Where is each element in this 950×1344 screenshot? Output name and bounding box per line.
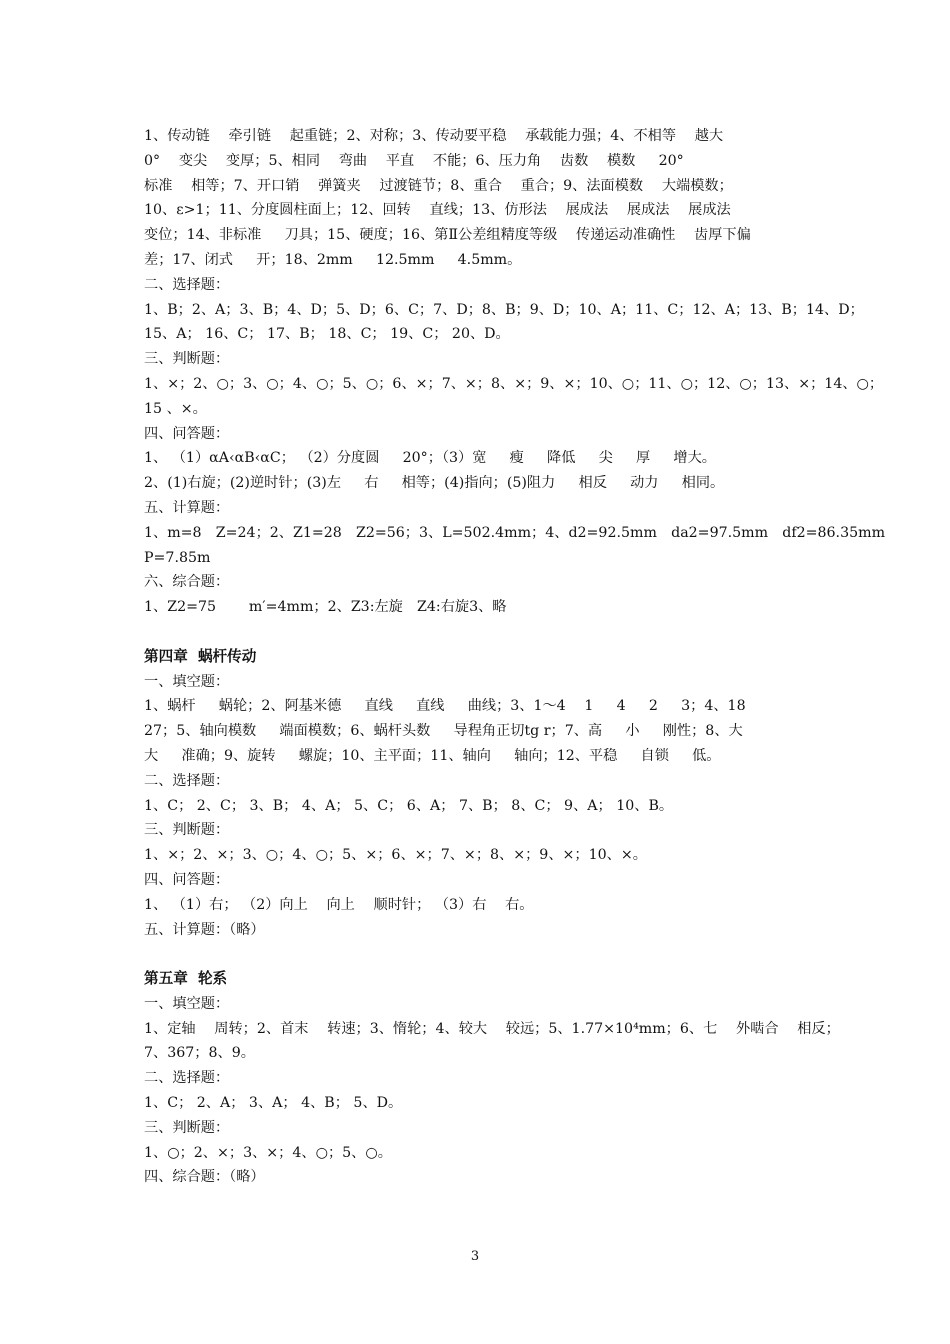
fill-answers-line: 标准 相等；7、开口销 弹簧夹 过渡链节；8、重合 重合；9、法面模数 大端模数；: [144, 177, 733, 194]
judge-answers-line: 15 、×。: [144, 400, 207, 417]
qa-answers-line: 1、 （1）αA‹αB‹αC； （2）分度圆 20°；（3）宽 瘦 降低 尖 厚 增大。: [144, 450, 716, 467]
fill-answers-line: 变位；14、非标准 刀具；15、硬度；16、第Ⅱ公差组精度等级 传递运动准确性 齿厚下偏: [144, 227, 751, 244]
fill-answers-line: 7、367；8、9。: [144, 1045, 255, 1062]
section-title-qa: 四、问答题：: [144, 871, 230, 888]
chapter-spacer: [144, 620, 814, 645]
choice-answers-line: 1、C； 2、C； 3、B； 4、A； 5、C； 6、A； 7、B； 8、C； 9、A； 10、B。: [144, 797, 674, 814]
choice-answers-line: 15、A； 16、C； 17、B； 18、C； 19、C； 20、D。: [144, 326, 510, 343]
section-title-calc: 五、计算题：（略）: [144, 921, 265, 938]
section-title-choice: 二、选择题：: [144, 1070, 230, 1087]
chapter-4-title: 第四章 蜗杆传动: [144, 647, 257, 665]
fill-answers-line: 差；17、闭式 开；18、2mm 12.5mm 4.5mm。: [144, 251, 522, 268]
qa-answers-line: 2、(1)右旋；(2)逆时针；(3)左 右 相等；(4)指向；(5)阻力 相反 动力 相同。: [144, 475, 725, 492]
chapter-spacer: [144, 942, 814, 967]
judge-answers-line: 1、○；2、×；3、×；4、○；5、○。: [144, 1144, 392, 1161]
section-title-choice: 二、选择题：: [144, 772, 230, 789]
judge-answers-line: 1、×；2、×；3、○；4、○；5、×；6、×；7、×；8、×；9、×；10、×。: [144, 847, 647, 864]
calc-answers-line: 1、m=8 Z=24；2、Z1=28 Z2=56；3、L=502.4mm；4、d2=92.5mm da2=97.5mm df2=86.35mm: [144, 524, 886, 541]
chapter-5-title: 第五章 轮系: [144, 970, 228, 988]
fill-answers-line: 1、定轴 周转；2、首末 转速；3、惰轮；4、较大 较远；5、1.77×10⁴mm；6、七 外啮合 相反；: [144, 1020, 840, 1037]
section-title-comprehensive: 四、综合题：（略）: [144, 1169, 265, 1186]
section-title-judge: 三、判断题：: [144, 351, 230, 368]
section-title-comprehensive: 六、综合题：: [144, 574, 230, 591]
section-title-judge: 三、判断题：: [144, 822, 230, 839]
choice-answers-line: 1、C； 2、A； 3、A； 4、B； 5、D。: [144, 1095, 403, 1112]
fill-answers-line: 10、ε>1；11、分度圆柱面上；12、回转 直线；13、仿形法 展成法 展成法 展成法: [144, 202, 731, 219]
section-title-calc: 五、计算题：: [144, 499, 230, 516]
section-title-choice: 二、选择题：: [144, 276, 230, 293]
fill-answers-line: 大 准确；9、旋转 螺旋；10、主平面；11、轴向 轴向；12、平稳 自锁 低。: [144, 747, 721, 764]
page-number: 3: [470, 1249, 480, 1264]
qa-answers-line: 1、 （1）右； （2）向上 向上 顺时针； （3）右 右。: [144, 896, 534, 913]
section-title-qa: 四、问答题：: [144, 425, 230, 442]
fill-answers-line: 27；5、轴向模数 端面模数；6、蜗杆头数 导程角正切tg r；7、高 小 刚性；8、大: [144, 723, 743, 740]
fill-answers-line: 1、传动链 牵引链 起重链；2、对称；3、传动要平稳 承载能力强；4、不相等 越大: [144, 128, 724, 144]
section-title-judge: 三、判断题：: [144, 1119, 230, 1136]
fill-answers-line: 0° 变尖 变厚；5、相同 弯曲 平直 不能；6、压力角 齿数 模数 20°: [144, 152, 684, 169]
judge-answers-line: 1、×；2、○；3、○；4、○；5、○；6、×；7、×；8、×；9、×；10、○；11、○；12、○；13、×；14、○；: [144, 375, 884, 392]
choice-answers-line: 1、B；2、A；3、B；4、D；5、D；6、C；7、D；8、B；9、D；10、A；11、C；12、A；13、B；14、D；: [144, 301, 864, 318]
comprehensive-answers-line: 1、Z2=75 m′=4mm；2、Z3:左旋 Z4:右旋3、略: [144, 599, 507, 616]
answer-content: [144, 124, 886, 1190]
fill-answers-line: 1、蜗杆 蜗轮；2、阿基米德 直线 直线 曲线；3、1～4 1 4 2 3；4、18: [144, 698, 746, 715]
section-title-fill: 一、填空题：: [144, 995, 230, 1012]
calc-answers-line: P=7.85m: [144, 549, 211, 566]
section-title-fill: 一、填空题：: [144, 673, 230, 690]
